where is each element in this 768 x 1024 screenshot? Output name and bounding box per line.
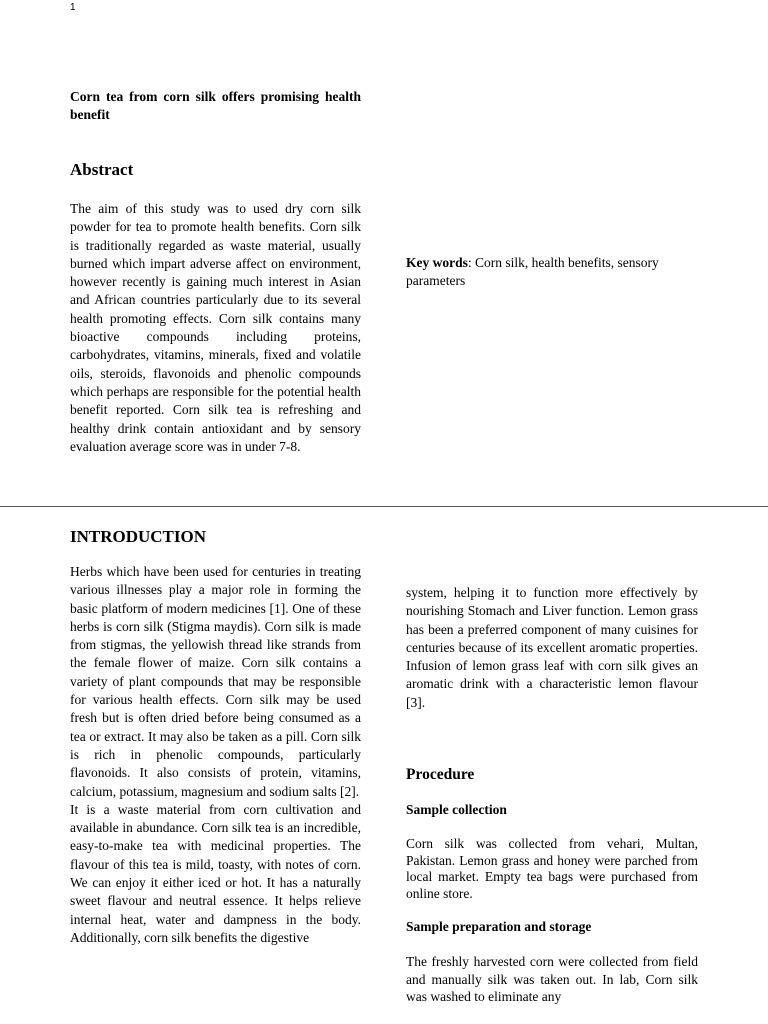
keywords-label: Key words <box>406 255 468 270</box>
introduction-paragraph-1: Herbs which have been used for centuries in treating various illnesses play a major role in forming the basic platform of modern medicines [1]. One of these herbs is corn silk (Stigma maydis). Corn silk is made from stigmas, the yellowish thread like strands from the female flower of maize. Corn silk contains a variety of plant compounds that may be responsible for various health effects. Corn silk may be used fresh but is often dried before being consumed as a tea or extract. It may also be taken as a pill. Corn silk is rich in phenolic compounds, particularly flavonoids. It also consists of protein, vitamins, calcium, potassium, magnesium and sodium salts [2]. <box>70 564 361 799</box>
page-number: 1 <box>70 2 76 13</box>
introduction-body <box>70 563 361 947</box>
procedure-heading: Procedure <box>406 766 475 783</box>
keywords-text: : Corn silk, health benefits, sensory parameters <box>406 255 659 289</box>
introduction-heading: INTRODUCTION <box>70 527 207 546</box>
introduction-paragraph-2: It is a waste material from corn cultivation and available in abundance. Corn silk tea is an incredible, easy-to-make tea with medicinal properties. The flavour of this tea is mild, toasty, with notes of corn. We can enjoy it either iced or hot. It has a naturally sweet flavour and neutral essence. It helps relieve internal heat, water and dampness in the body. Additionally, corn silk benefits the digestive <box>70 801 361 945</box>
sample-collection-text: Corn silk was collected from vehari, Multan, Pakistan. Lemon grass and honey were parched from local market. Empty tea bags were purchased from online store. <box>406 836 698 901</box>
introduction-continuation-text: system, helping it to function more effectively by nourishing Stomach and Liver function. Lemon grass has been a preferred component of many cuisines for centuries because of its excellent aromatic properties. Infusion of lemon grass leaf with corn silk gives an aromatic drink with a characteristic lemon flavour [3]. <box>406 585 698 710</box>
keywords <box>406 254 698 291</box>
introduction-continuation <box>406 584 698 712</box>
sample-collection-heading: Sample collection <box>406 802 507 817</box>
sample-preparation-text: The freshly harvested corn were collected from field and manually silk was taken out. In lab, Corn silk was washed to eliminate any <box>406 954 698 1004</box>
section-divider <box>0 506 768 507</box>
abstract-heading: Abstract <box>70 160 134 179</box>
paper-title: Corn tea from corn silk offers promising health benefit <box>70 89 361 122</box>
abstract-text: The aim of this study was to used dry corn silk powder for tea to promote health benefits. Corn silk is traditionally regarded as waste material, usually burned which impart adverse affect on environment, however recently is gaining much interest in Asian and African countries particularly due to its several health promoting effects. Corn silk contains many bioactive compounds including proteins, carbohydrates, vitamins, minerals, fixed and volatile oils, steroids, flavonoids and phenolic compounds which perhaps are responsible for the potential health benefit reported. Corn silk tea is refreshing and healthy drink contain antioxidant and by sensory evaluation average score was in under 7-8. <box>70 201 361 454</box>
sample-preparation-heading: Sample preparation and storage <box>406 919 592 934</box>
